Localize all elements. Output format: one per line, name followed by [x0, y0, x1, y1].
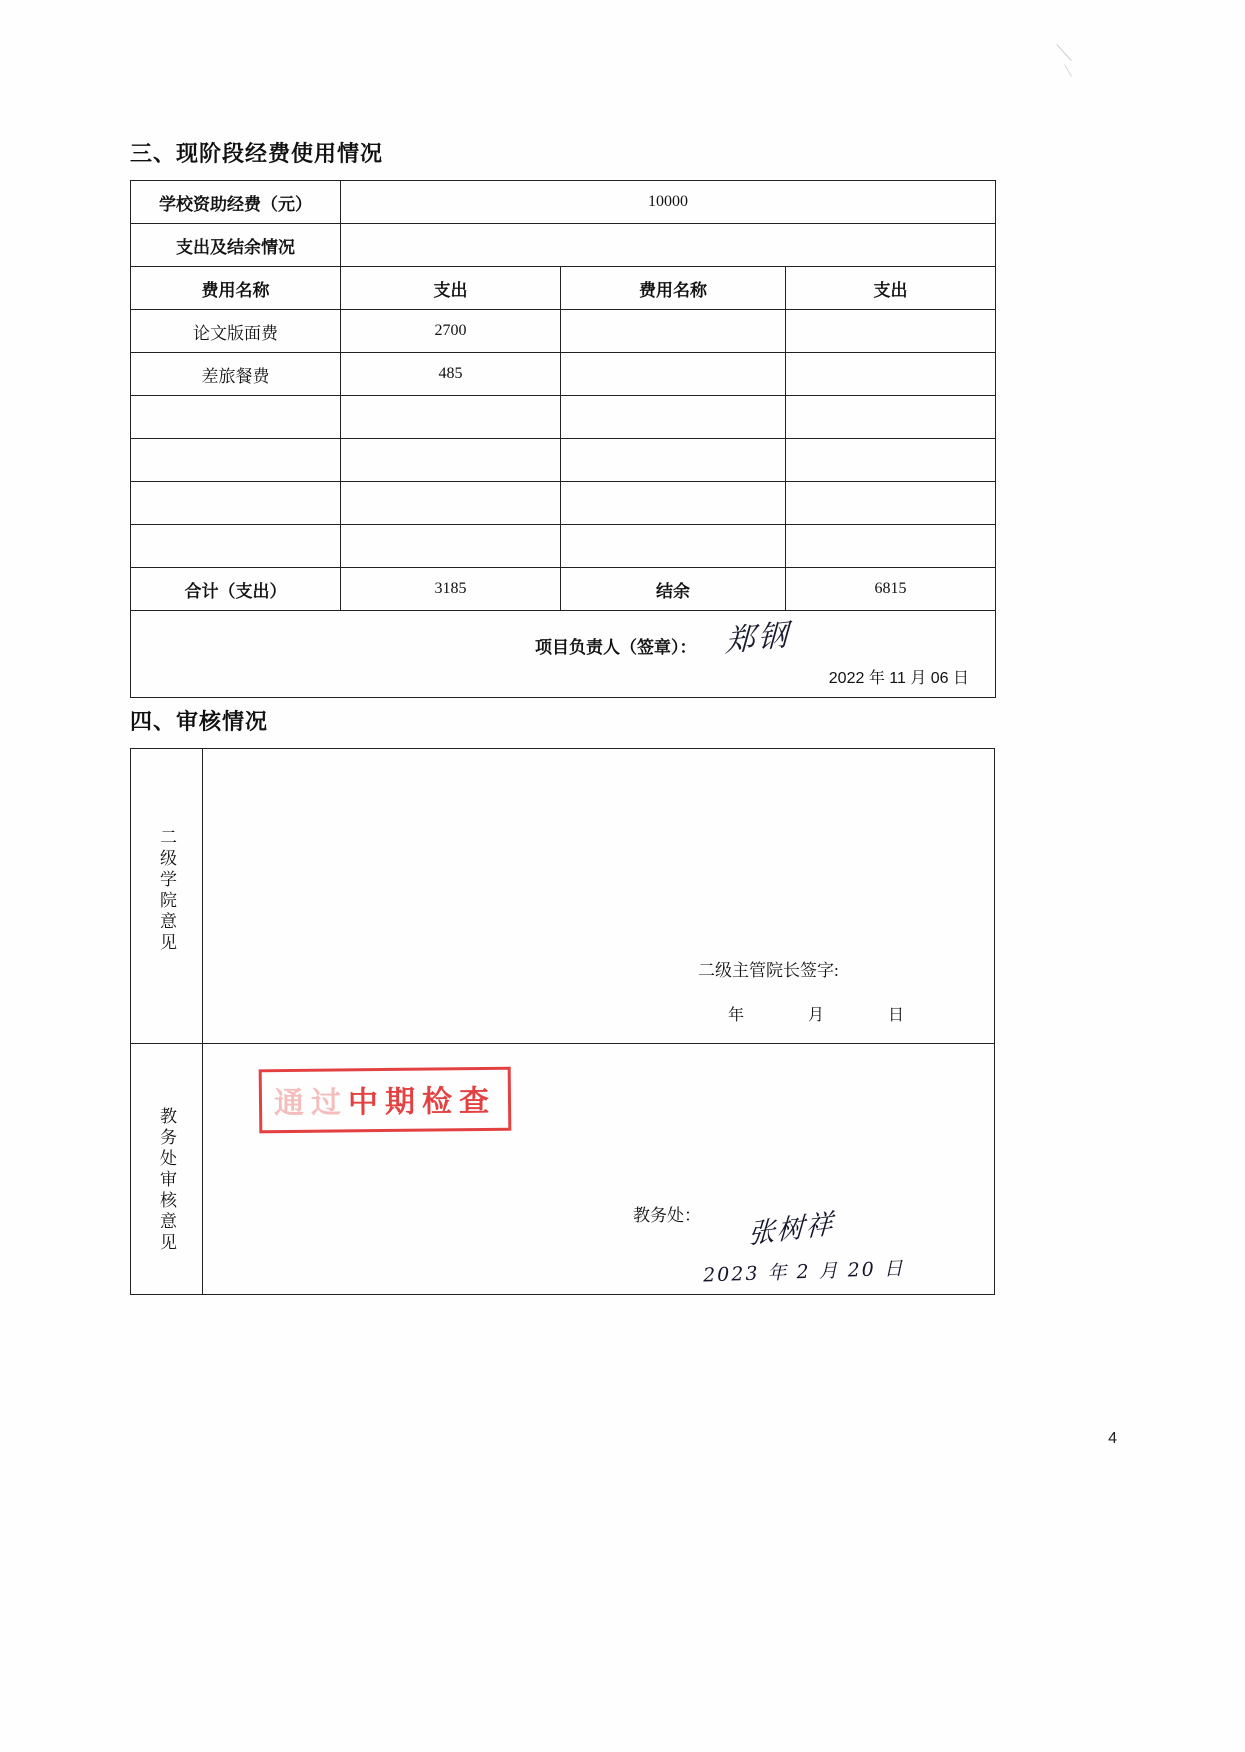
college-opinion-label-cell: [131, 749, 203, 1044]
review-row-college: [131, 749, 995, 1044]
school-funding-value: 10000: [341, 181, 996, 224]
scan-artifact: [1047, 48, 1087, 88]
expense-amount: [786, 353, 996, 396]
page-number: 4: [1108, 1430, 1117, 1447]
column-header-name-left: 费用名称: [131, 267, 341, 310]
balance-value: 6815: [786, 568, 996, 611]
project-leader-signature-label: 项目负责人（签章）：: [535, 638, 697, 657]
expense-balance-label: 支出及结余情况: [131, 224, 341, 267]
review-row-office: [131, 1044, 995, 1295]
expense-name: [561, 353, 786, 396]
table-header-row: [131, 267, 996, 310]
section-3-title: 三、现阶段经费使用情况: [130, 142, 384, 167]
column-header-name-right: 费用名称: [561, 267, 786, 310]
expense-name: [561, 396, 786, 439]
stamp-text-midterm: 中期检查: [347, 1083, 497, 1121]
expense-name: [131, 482, 341, 525]
expense-amount: [786, 396, 996, 439]
table-row: [131, 181, 996, 224]
college-date-placeholder: 年 月 日: [727, 1007, 934, 1024]
project-leader-signature-cell: [131, 611, 996, 698]
academic-office-opinion-content: [203, 1044, 995, 1295]
signature-row: [131, 611, 996, 698]
balance-label: 结余: [561, 568, 786, 611]
expense-name: [561, 310, 786, 353]
expense-amount: [786, 439, 996, 482]
school-funding-label: 学校资助经费（元）: [131, 181, 341, 224]
signature-date: 2022 年 11 月 06 日: [828, 670, 970, 687]
total-expense-label: 合计（支出）: [131, 568, 341, 611]
expense-name: [561, 482, 786, 525]
total-expense-value: 3185: [341, 568, 561, 611]
expense-name: [131, 396, 341, 439]
expense-amount: [341, 525, 561, 568]
funding-usage-table: [130, 180, 996, 698]
handwritten-signature-office: 张树祥: [747, 1208, 836, 1251]
section-4-title: 四、审核情况: [130, 710, 269, 735]
table-row: [131, 482, 996, 525]
table-row: [131, 396, 996, 439]
expense-name: 差旅餐费: [131, 353, 341, 396]
handwritten-signature-leader: 郑钢: [724, 617, 792, 660]
expense-amount: [786, 310, 996, 353]
expense-amount: [341, 439, 561, 482]
review-table: [130, 748, 995, 1295]
column-header-amount-right: 支出: [786, 267, 996, 310]
expense-amount: 2700: [341, 310, 561, 353]
college-dean-signature-label: 二级主管院长签字:: [698, 961, 839, 980]
expense-amount: 485: [341, 353, 561, 396]
handwritten-date-office: 2023 年 2 月 20 日: [702, 1257, 906, 1287]
table-row: [131, 353, 996, 396]
expense-amount: [786, 482, 996, 525]
stamp-text-approved: 通过: [273, 1085, 349, 1122]
expense-amount: [341, 396, 561, 439]
expense-name: [561, 439, 786, 482]
college-opinion-content: [203, 749, 995, 1044]
academic-office-opinion-label-cell: [131, 1044, 203, 1295]
expense-amount: [786, 525, 996, 568]
expense-name: 论文版面费: [131, 310, 341, 353]
table-total-row: [131, 568, 996, 611]
academic-office-opinion-label: 教务处审核意见: [157, 1107, 176, 1254]
expense-balance-value: [341, 224, 996, 267]
table-row: [131, 310, 996, 353]
college-opinion-label: 二级学院意见: [157, 828, 176, 954]
table-row: [131, 525, 996, 568]
expense-name: [131, 439, 341, 482]
column-header-amount-left: 支出: [341, 267, 561, 310]
approval-stamp: [259, 1067, 512, 1134]
expense-name: [131, 525, 341, 568]
academic-office-signature-label: 教务处：: [633, 1206, 701, 1225]
table-row: [131, 224, 996, 267]
table-row: [131, 439, 996, 482]
expense-amount: [341, 482, 561, 525]
expense-name: [561, 525, 786, 568]
